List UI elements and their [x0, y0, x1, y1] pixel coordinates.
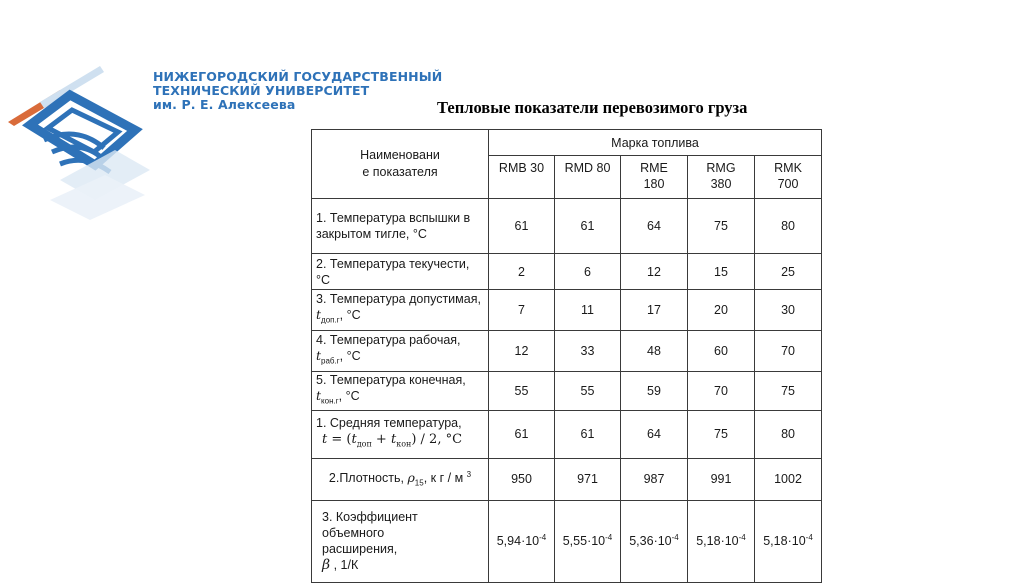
logo-emblem-icon	[0, 30, 160, 230]
cell-value: 30	[755, 290, 822, 331]
grade-header: RMK 700	[755, 156, 822, 199]
name-header-line1: Наименовани	[360, 148, 440, 162]
university-name	[153, 70, 442, 112]
cell-value: $5,55\cdot 10^{-4}$	[555, 500, 621, 582]
table-row	[312, 254, 822, 290]
cell-value: 7	[489, 290, 555, 331]
cell-value: 64	[621, 199, 688, 254]
cell-value: 971	[555, 458, 621, 500]
cell-value: 11	[555, 290, 621, 331]
table-row	[312, 458, 822, 500]
cell-value: 987	[621, 458, 688, 500]
cell-value: $5,36\cdot 10^{-4}$	[621, 500, 688, 582]
university-name-line2: ТЕХНИЧЕСКИЙ УНИВЕРСИТЕТ	[153, 83, 370, 98]
cell-value: 20	[688, 290, 755, 331]
grade-header: RME 180	[621, 156, 688, 199]
table-row	[312, 500, 822, 582]
cell-value: 1002	[755, 458, 822, 500]
cell-value: 75	[755, 372, 822, 411]
cell-value: 70	[755, 331, 822, 372]
cell-value: 48	[621, 331, 688, 372]
row-label: 5. Температура конечная, $t_{кон.г}$, °С	[312, 372, 489, 411]
cell-value: 80	[755, 410, 822, 458]
cell-value: 61	[489, 199, 555, 254]
cell-value: 70	[688, 372, 755, 411]
cell-value: 60	[688, 331, 755, 372]
cell-value: 15	[688, 254, 755, 290]
cell-value: 80	[755, 199, 822, 254]
cell-value: 75	[688, 199, 755, 254]
cell-value: $5,18\cdot 10^{-4}$	[755, 500, 822, 582]
cell-value: $5,94\cdot 10^{-4}$	[489, 500, 555, 582]
row-label: 3. Коэффициент объемного расширения, β , 1/К	[312, 500, 489, 582]
cell-value: 12	[621, 254, 688, 290]
name-header-line2: е показателя	[362, 165, 438, 179]
slide-title: Тепловые показатели перевозимого груза	[437, 98, 748, 117]
university-logo	[0, 30, 160, 230]
table-row	[312, 290, 822, 331]
name-column-header	[312, 130, 489, 199]
row-label: 1. Температура вспышки в закрытом тигле, °С	[312, 199, 489, 254]
grade-header: RMD 80	[555, 156, 621, 199]
cell-value: 25	[755, 254, 822, 290]
table-header-row	[312, 130, 822, 156]
cell-value: 17	[621, 290, 688, 331]
row-label: 1. Средняя температура, $t = (t_{доп} + t_{кон}) / 2$, °С	[312, 410, 489, 458]
grade-header: RMB 30	[489, 156, 555, 199]
cell-value: 12	[489, 331, 555, 372]
cell-value: 6	[555, 254, 621, 290]
cell-value: 59	[621, 372, 688, 411]
cell-value: 55	[555, 372, 621, 411]
cell-value: $5,18\cdot 10^{-4}$	[688, 500, 755, 582]
table-row	[312, 410, 822, 458]
fuel-grade-group-header: Марка топлива	[489, 130, 822, 156]
row-label: 2.Плотность, $\rho_{15}$, к г / м $^3$	[312, 458, 489, 500]
cell-value: 991	[688, 458, 755, 500]
table-row	[312, 331, 822, 372]
cell-value: 2	[489, 254, 555, 290]
cell-value: 950	[489, 458, 555, 500]
cell-value: 75	[688, 410, 755, 458]
row-label: 4. Температура рабочая, $t_{раб.г}$, °С	[312, 331, 489, 372]
table-row	[312, 199, 822, 254]
university-name-line1: НИЖЕГОРОДСКИЙ ГОСУДАРСТВЕННЫЙ	[153, 69, 443, 84]
university-name-line3: им. Р. Е. Алексеева	[153, 97, 296, 112]
grade-header: RMG 380	[688, 156, 755, 199]
cell-value: 61	[489, 410, 555, 458]
cell-value: 61	[555, 199, 621, 254]
mean-temperature-formula: $t = (t_{доп} + t_{кон}) / 2$, °С	[322, 432, 463, 449]
cell-value: 55	[489, 372, 555, 411]
row-label: 2. Температура текучести, °С	[312, 254, 489, 290]
cell-value: 61	[555, 410, 621, 458]
table-row	[312, 372, 822, 411]
cell-value: 64	[621, 410, 688, 458]
row-label: 3. Температура допустимая, $t_{доп.г}$, °С	[312, 290, 489, 331]
fuel-properties-table	[311, 129, 822, 583]
cell-value: 33	[555, 331, 621, 372]
